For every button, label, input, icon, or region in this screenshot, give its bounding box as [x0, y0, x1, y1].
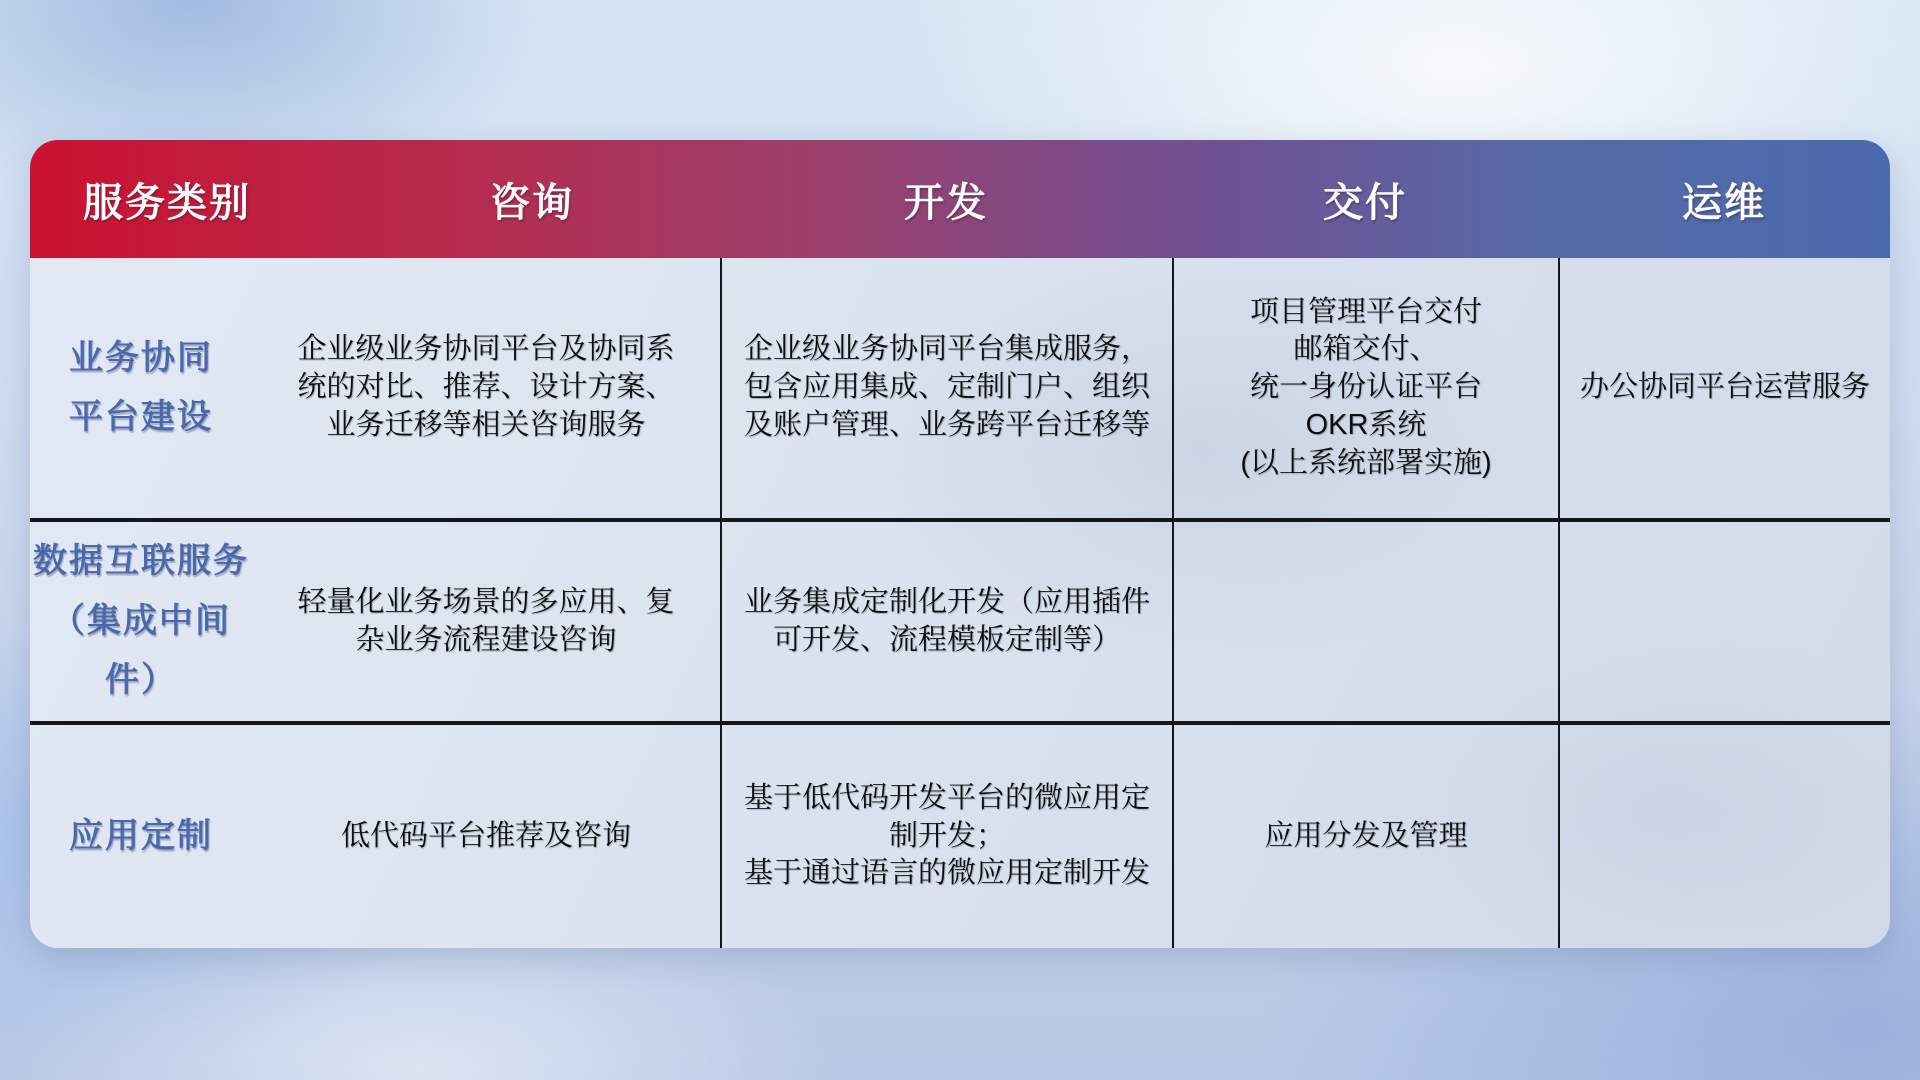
cell-text: 业务集成定制化开发（应用插件可开发、流程模板定制等） — [743, 585, 1150, 656]
row-category-cell — [30, 258, 252, 518]
cell-text: 轻量化业务场景的多应用、复杂业务流程建设咨询 — [297, 585, 675, 656]
column-header-label: 开发 — [904, 180, 988, 225]
delivery-cell — [1172, 258, 1558, 518]
cell-text: 低代码平台推荐及咨询 — [340, 819, 631, 852]
delivery-cell — [1172, 721, 1558, 948]
service-matrix-table — [30, 140, 1890, 948]
cell-text: 项目管理平台交付 邮箱交付、 统一身份认证平台 OKR系统 (以上系统部署实施) — [1240, 295, 1492, 479]
column-header-operations — [1558, 171, 1890, 228]
column-header-delivery — [1172, 171, 1558, 228]
column-header-label: 咨询 — [490, 180, 574, 225]
column-header-label: 交付 — [1323, 180, 1407, 225]
consulting-cell — [252, 518, 720, 721]
operations-cell — [1558, 258, 1890, 518]
column-header-service-category — [30, 171, 252, 228]
development-cell — [720, 721, 1172, 948]
cell-text: 应用分发及管理 — [1264, 819, 1468, 852]
cell-text: 基于低代码开发平台的微应用定制开发； 基于通过语言的微应用定制开发 — [743, 781, 1150, 890]
column-header-development — [720, 171, 1172, 228]
development-cell — [720, 258, 1172, 518]
cell-text: 企业级业务协同平台及协同系统的对比、推荐、设计方案、业务迁移等相关咨询服务 — [297, 333, 675, 441]
category-label: 应用定制 — [69, 816, 213, 855]
cell-text: 企业级业务协同平台集成服务，包含应用集成、定制门户、组织及账户管理、业务跨平台迁移等 — [743, 333, 1150, 441]
consulting-cell — [252, 258, 720, 518]
category-label: 数据互联服务 （集成中间件） — [33, 542, 249, 700]
column-header-label: 服务类别 — [83, 180, 251, 225]
operations-cell — [1558, 721, 1890, 948]
row-category-cell — [30, 518, 252, 721]
category-label: 业务协同 平台建设 — [69, 338, 213, 436]
cell-text: 办公协同平台运营服务 — [1579, 371, 1870, 404]
table-header-bar — [30, 140, 1890, 258]
column-header-consulting — [252, 171, 720, 228]
development-cell — [720, 518, 1172, 721]
consulting-cell — [252, 721, 720, 948]
column-header-label: 运维 — [1682, 180, 1766, 225]
table-body — [30, 258, 1890, 948]
delivery-cell — [1172, 518, 1558, 721]
row-category-cell — [30, 721, 252, 948]
operations-cell — [1558, 518, 1890, 721]
